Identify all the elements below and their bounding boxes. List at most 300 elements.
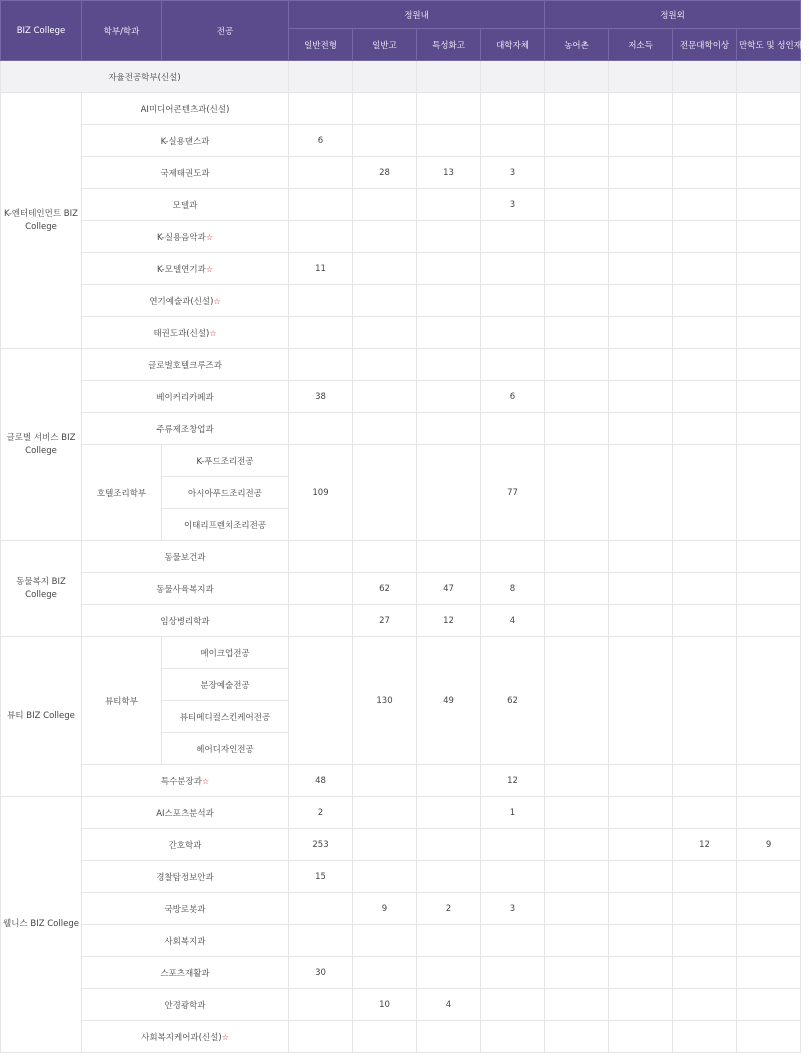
value-cell	[545, 893, 609, 925]
value-cell	[353, 861, 417, 893]
dept-name-cell	[82, 285, 289, 317]
dept-name: 모델과	[172, 200, 198, 211]
value-cell	[481, 957, 545, 989]
value-cell	[545, 445, 609, 541]
dept-name-cell	[82, 381, 289, 413]
value-cell	[481, 541, 545, 573]
dept-name-cell	[82, 1021, 289, 1053]
value-cell	[289, 637, 353, 765]
value-cell	[545, 285, 609, 317]
college-name: 웰니스 BIZ College	[1, 797, 82, 1053]
value-cell	[353, 829, 417, 861]
major-name: 메이크업전공	[162, 637, 289, 669]
value-cell	[609, 413, 673, 445]
value-cell	[609, 221, 673, 253]
value-cell	[481, 413, 545, 445]
value-cell: 253	[289, 829, 353, 861]
table-row	[1, 637, 801, 669]
value-cell: 12	[481, 765, 545, 797]
col-header-adult-learner: 만학도 및 성인재직	[737, 29, 801, 61]
value-cell	[417, 221, 481, 253]
value-cell: 47	[417, 573, 481, 605]
value-cell	[353, 925, 417, 957]
value-cell	[609, 573, 673, 605]
value-cell	[737, 637, 801, 765]
table-row	[1, 989, 801, 1021]
value-cell	[481, 925, 545, 957]
table-row	[1, 893, 801, 925]
dept-name-cell	[82, 605, 289, 637]
value-cell	[481, 317, 545, 349]
table-row	[1, 253, 801, 285]
major-name: 헤어디자인전공	[162, 733, 289, 765]
value-cell	[353, 413, 417, 445]
value-cell	[737, 989, 801, 1021]
college-name: K-엔터테인먼트 BIZ College	[1, 93, 82, 349]
value-cell: 48	[289, 765, 353, 797]
value-cell	[737, 157, 801, 189]
dept-name: 간호학과	[168, 840, 202, 851]
subdept-name: 호텔조리학부	[82, 445, 162, 541]
dept-name-cell	[82, 93, 289, 125]
value-cell	[417, 1021, 481, 1053]
table-row	[1, 317, 801, 349]
table-row	[1, 445, 801, 477]
value-cell	[353, 317, 417, 349]
cell	[289, 61, 353, 93]
value-cell	[737, 381, 801, 413]
value-cell	[737, 861, 801, 893]
dept-name-cell	[82, 221, 289, 253]
value-cell	[481, 285, 545, 317]
value-cell	[289, 285, 353, 317]
dept-name-cell	[82, 317, 289, 349]
value-cell	[353, 349, 417, 381]
value-cell	[289, 925, 353, 957]
value-cell	[481, 989, 545, 1021]
value-cell	[545, 573, 609, 605]
value-cell	[481, 829, 545, 861]
value-cell: 1	[481, 797, 545, 829]
value-cell	[673, 573, 737, 605]
value-cell	[737, 605, 801, 637]
value-cell: 11	[289, 253, 353, 285]
value-cell	[289, 413, 353, 445]
college-name: 뷰티 BIZ College	[1, 637, 82, 797]
dept-name: 국방로봇과	[164, 904, 206, 915]
table-row	[1, 541, 801, 573]
value-cell	[417, 253, 481, 285]
value-cell: 62	[481, 637, 545, 765]
value-cell: 9	[353, 893, 417, 925]
value-cell	[545, 157, 609, 189]
value-cell: 62	[353, 573, 417, 605]
dept-name-cell	[82, 157, 289, 189]
col-header-general: 일반전형	[289, 29, 353, 61]
dept-name: 안경광학과	[164, 1000, 206, 1011]
value-cell	[417, 413, 481, 445]
dept-name-cell	[82, 349, 289, 381]
value-cell	[417, 125, 481, 157]
value-cell: 109	[289, 445, 353, 541]
value-cell	[545, 125, 609, 157]
col-header-in-quota: 정원내	[289, 1, 545, 29]
value-cell	[289, 93, 353, 125]
cell	[609, 61, 673, 93]
value-cell	[609, 125, 673, 157]
value-cell	[737, 221, 801, 253]
value-cell	[353, 253, 417, 285]
table-row	[1, 349, 801, 381]
dept-name: 동물사육복지과	[156, 584, 214, 595]
value-cell: 6	[481, 381, 545, 413]
value-cell: 30	[289, 957, 353, 989]
table-header	[1, 1, 810, 61]
value-cell	[673, 125, 737, 157]
value-cell	[609, 765, 673, 797]
value-cell	[481, 349, 545, 381]
dept-name: 국제태권도과	[160, 168, 210, 179]
value-cell: 77	[481, 445, 545, 541]
value-cell	[737, 349, 801, 381]
major-name: 뷰티메디컬스킨케어전공	[162, 701, 289, 733]
table-row	[1, 157, 801, 189]
dept-name: 글로벌호텔크루즈과	[148, 360, 222, 371]
dept-name: 주류제조창업과	[156, 424, 214, 435]
value-cell: 6	[289, 125, 353, 157]
table-row	[1, 61, 801, 93]
value-cell	[673, 221, 737, 253]
major-name: 아시아푸드조리전공	[162, 477, 289, 509]
col-header-rural: 농어촌	[545, 29, 609, 61]
value-cell: 130	[353, 637, 417, 765]
value-cell	[737, 1021, 801, 1053]
major-name: K-푸드조리전공	[162, 445, 289, 477]
value-cell	[737, 125, 801, 157]
dept-name: K-실용음악과	[157, 232, 206, 243]
table-row	[1, 1021, 801, 1053]
dept-name-cell	[82, 541, 289, 573]
major-name: 분장예술전공	[162, 669, 289, 701]
table-row	[1, 189, 801, 221]
value-cell	[673, 989, 737, 1021]
value-cell: 9	[737, 829, 801, 861]
value-cell	[545, 989, 609, 1021]
value-cell: 3	[481, 157, 545, 189]
value-cell	[289, 1021, 353, 1053]
value-cell	[673, 349, 737, 381]
value-cell	[417, 541, 481, 573]
value-cell	[545, 765, 609, 797]
value-cell: 27	[353, 605, 417, 637]
value-cell	[417, 349, 481, 381]
value-cell	[673, 381, 737, 413]
value-cell	[417, 317, 481, 349]
value-cell	[673, 253, 737, 285]
value-cell	[673, 1021, 737, 1053]
col-header-university-own: 대학자체	[481, 29, 545, 61]
value-cell	[737, 893, 801, 925]
value-cell: 10	[353, 989, 417, 1021]
value-cell: 38	[289, 381, 353, 413]
value-cell	[417, 925, 481, 957]
value-cell	[289, 893, 353, 925]
value-cell: 12	[673, 829, 737, 861]
star-icon: ☆	[221, 1032, 229, 1042]
value-cell	[609, 317, 673, 349]
value-cell	[353, 285, 417, 317]
cell	[545, 61, 609, 93]
table-row	[1, 93, 801, 125]
table-row	[1, 573, 801, 605]
value-cell	[545, 1021, 609, 1053]
value-cell	[609, 829, 673, 861]
value-cell	[545, 957, 609, 989]
value-cell	[609, 989, 673, 1021]
col-header-vocational-high: 특성화고	[417, 29, 481, 61]
star-icon: ☆	[209, 328, 217, 338]
value-cell	[673, 637, 737, 765]
value-cell	[481, 253, 545, 285]
value-cell	[609, 157, 673, 189]
subdept-name: 뷰티학부	[82, 637, 162, 765]
value-cell	[609, 797, 673, 829]
cell	[673, 61, 737, 93]
value-cell	[353, 381, 417, 413]
col-header-general-high: 일반고	[353, 29, 417, 61]
value-cell	[353, 221, 417, 253]
value-cell	[609, 349, 673, 381]
value-cell	[737, 413, 801, 445]
dept-name: K-실용댄스과	[160, 136, 210, 147]
dept-name: AI미디어콘텐츠과(신설)	[140, 104, 230, 115]
value-cell	[353, 189, 417, 221]
value-cell	[673, 893, 737, 925]
value-cell	[609, 253, 673, 285]
value-cell	[545, 317, 609, 349]
value-cell	[417, 861, 481, 893]
table-row	[1, 829, 801, 861]
dept-name-cell	[82, 989, 289, 1021]
value-cell: 8	[481, 573, 545, 605]
value-cell	[737, 317, 801, 349]
value-cell: 4	[417, 989, 481, 1021]
value-cell	[609, 445, 673, 541]
col-header-dept: 학부/학과	[82, 1, 162, 61]
table-row	[1, 221, 801, 253]
value-cell	[289, 221, 353, 253]
dept-name: 베이커리카페과	[156, 392, 214, 403]
star-icon: ☆	[205, 264, 213, 274]
value-cell	[609, 893, 673, 925]
dept-name: 경찰탐정보안과	[156, 872, 214, 883]
dept-name-cell	[82, 957, 289, 989]
value-cell	[417, 381, 481, 413]
table-row	[1, 925, 801, 957]
value-cell	[673, 157, 737, 189]
value-cell	[289, 157, 353, 189]
value-cell	[417, 957, 481, 989]
value-cell	[737, 797, 801, 829]
value-cell	[417, 829, 481, 861]
value-cell	[673, 797, 737, 829]
value-cell	[353, 125, 417, 157]
value-cell	[737, 285, 801, 317]
value-cell	[737, 925, 801, 957]
dept-name: 사회복지케어과(신설)	[141, 1032, 222, 1043]
value-cell	[609, 541, 673, 573]
value-cell: 3	[481, 189, 545, 221]
table-row	[1, 605, 801, 637]
value-cell: 28	[353, 157, 417, 189]
dept-name-cell	[82, 861, 289, 893]
col-header-major: 전공	[162, 1, 289, 61]
value-cell	[289, 989, 353, 1021]
value-cell: 49	[417, 637, 481, 765]
value-cell	[417, 445, 481, 541]
dept-name: 임상병리학과	[160, 616, 210, 627]
major-name: 이태리프렌치조리전공	[162, 509, 289, 541]
value-cell	[609, 93, 673, 125]
value-cell	[353, 541, 417, 573]
value-cell	[673, 445, 737, 541]
value-cell	[545, 541, 609, 573]
dept-name: 태권도과(신설)	[153, 328, 210, 339]
value-cell	[673, 317, 737, 349]
table-row	[1, 285, 801, 317]
value-cell: 12	[417, 605, 481, 637]
value-cell	[417, 797, 481, 829]
dept-name: 특수분장과	[160, 776, 202, 787]
value-cell	[545, 637, 609, 765]
value-cell	[545, 797, 609, 829]
dept-name-cell	[82, 125, 289, 157]
value-cell	[673, 285, 737, 317]
table-row	[1, 125, 801, 157]
value-cell	[545, 925, 609, 957]
value-cell: 2	[417, 893, 481, 925]
dept-name-cell	[82, 925, 289, 957]
value-cell	[545, 93, 609, 125]
value-cell	[609, 957, 673, 989]
value-cell	[609, 861, 673, 893]
value-cell	[289, 349, 353, 381]
value-cell	[737, 573, 801, 605]
value-cell: 13	[417, 157, 481, 189]
star-icon: ☆	[213, 296, 221, 306]
value-cell	[481, 861, 545, 893]
table-row	[1, 957, 801, 989]
value-cell	[673, 861, 737, 893]
table-row	[1, 797, 801, 829]
value-cell	[609, 605, 673, 637]
value-cell	[673, 189, 737, 221]
dept-name: AI스포츠분석과	[156, 808, 214, 819]
dept-name-cell	[82, 765, 289, 797]
dept-name: 자율전공학부(신설)	[1, 61, 289, 93]
value-cell	[353, 1021, 417, 1053]
table-body	[1, 61, 801, 1053]
dept-name-cell	[82, 797, 289, 829]
value-cell	[545, 381, 609, 413]
value-cell	[545, 605, 609, 637]
value-cell	[481, 93, 545, 125]
col-header-low-income: 저소득	[609, 29, 673, 61]
value-cell	[481, 221, 545, 253]
value-cell	[353, 797, 417, 829]
value-cell	[609, 189, 673, 221]
value-cell	[737, 957, 801, 989]
dept-name-cell	[82, 829, 289, 861]
value-cell	[481, 1021, 545, 1053]
value-cell	[417, 285, 481, 317]
value-cell	[673, 957, 737, 989]
value-cell	[673, 925, 737, 957]
dept-name: 사회복지과	[164, 936, 206, 947]
dept-name-cell	[82, 253, 289, 285]
col-header-college-grad: 전문대학이상	[673, 29, 737, 61]
table-row	[1, 861, 801, 893]
value-cell	[609, 285, 673, 317]
value-cell	[545, 861, 609, 893]
cell	[417, 61, 481, 93]
value-cell	[417, 93, 481, 125]
star-icon: ☆	[201, 776, 210, 786]
dept-name: 스포츠재활과	[160, 968, 210, 979]
dept-name-cell	[82, 413, 289, 445]
value-cell	[289, 573, 353, 605]
value-cell	[481, 125, 545, 157]
value-cell	[737, 189, 801, 221]
college-name: 글로벌 서비스 BIZ College	[1, 349, 82, 541]
value-cell	[545, 829, 609, 861]
value-cell	[545, 349, 609, 381]
value-cell	[673, 605, 737, 637]
value-cell	[609, 925, 673, 957]
value-cell	[353, 957, 417, 989]
table-row	[1, 413, 801, 445]
value-cell	[737, 765, 801, 797]
college-name: 동물복지 BIZ College	[1, 541, 82, 637]
value-cell	[737, 253, 801, 285]
value-cell	[545, 413, 609, 445]
value-cell	[609, 1021, 673, 1053]
dept-name: 연기예술과(신설)	[149, 296, 214, 307]
star-icon: ☆	[205, 232, 213, 242]
value-cell	[353, 445, 417, 541]
value-cell	[417, 189, 481, 221]
dept-name-cell	[82, 573, 289, 605]
value-cell	[417, 765, 481, 797]
value-cell	[545, 189, 609, 221]
value-cell	[673, 765, 737, 797]
value-cell: 3	[481, 893, 545, 925]
value-cell: 2	[289, 797, 353, 829]
value-cell	[609, 637, 673, 765]
table-row	[1, 381, 801, 413]
col-header-college: BIZ College	[1, 1, 82, 61]
value-cell: 15	[289, 861, 353, 893]
cell	[353, 61, 417, 93]
value-cell	[289, 189, 353, 221]
dept-name: 동물보건과	[164, 552, 206, 563]
dept-name: K-모델연기과	[157, 264, 206, 275]
value-cell: 4	[481, 605, 545, 637]
col-header-out-quota: 정원외	[545, 1, 801, 29]
value-cell	[289, 605, 353, 637]
cell	[481, 61, 545, 93]
value-cell	[737, 93, 801, 125]
